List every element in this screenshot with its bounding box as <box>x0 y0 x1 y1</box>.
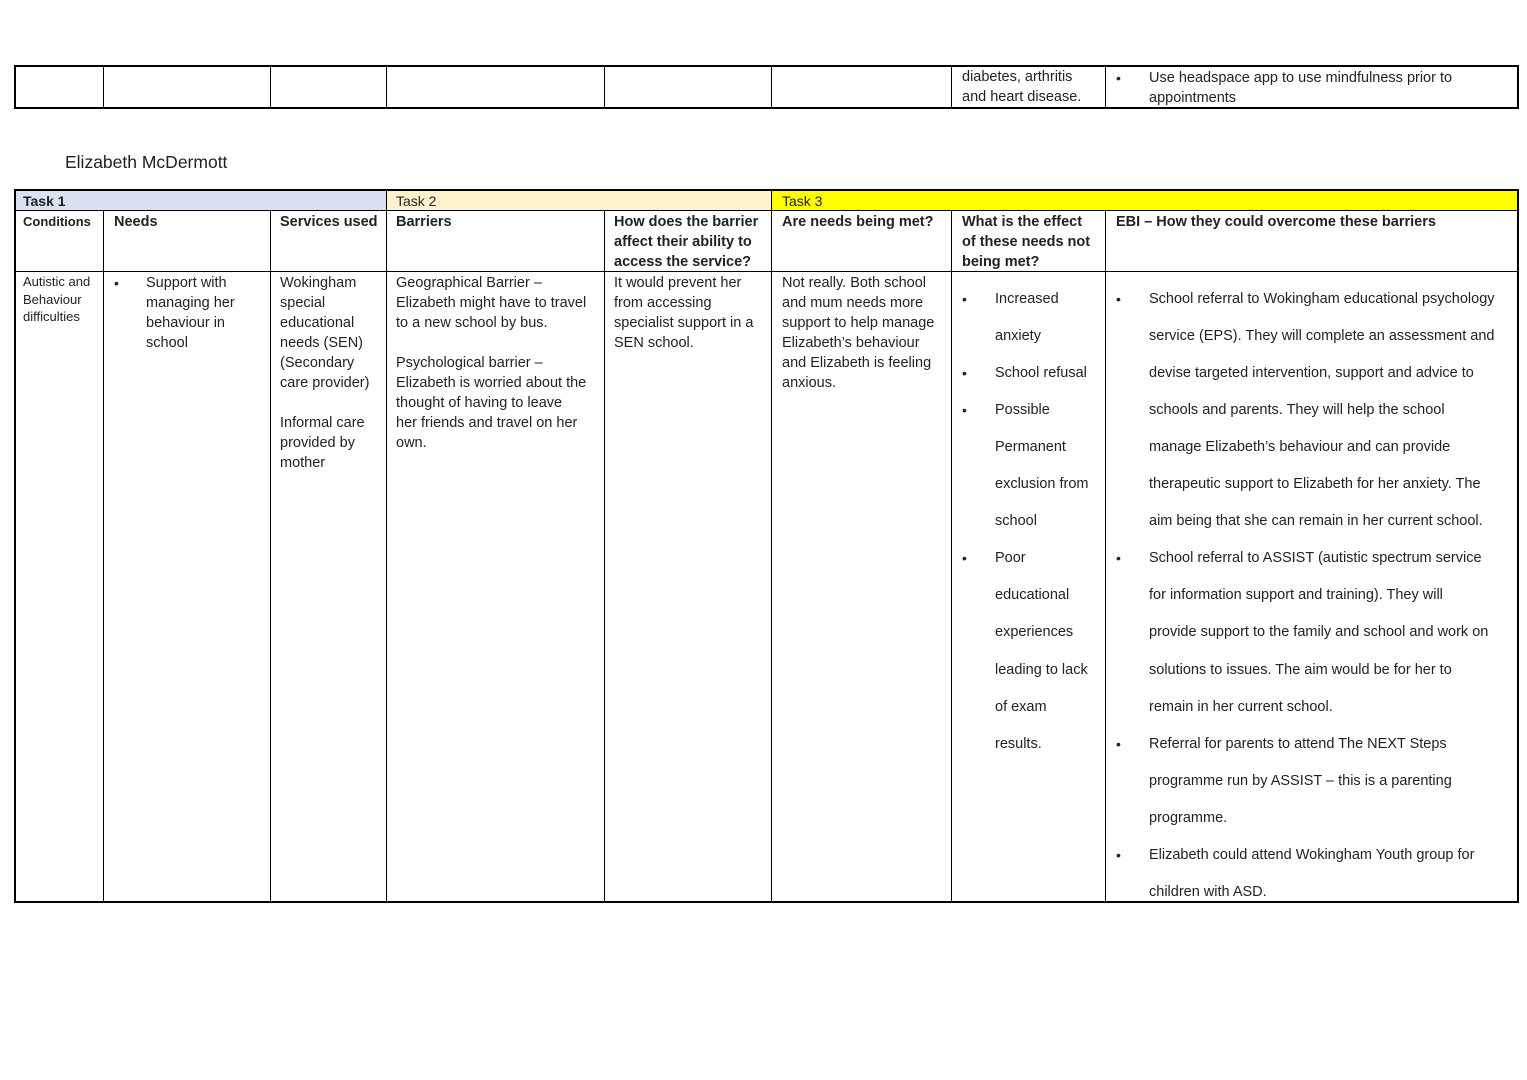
task1-band <box>15 191 386 210</box>
barrier-effect-line: specialist support in a <box>614 315 754 331</box>
bullet-icon: • <box>962 291 967 307</box>
bullet-icon: • <box>962 365 967 382</box>
top-ebi-line-1: Use headspace app to use mindfulness prior to <box>1149 70 1453 86</box>
barriers-line: Elizabeth might have to travel <box>396 295 587 311</box>
barriers-line: Elizabeth is worried about the <box>396 375 587 391</box>
effect-line: experiences <box>995 624 1074 641</box>
bullet-icon: • <box>1116 550 1121 567</box>
services-line: provided by <box>280 435 355 451</box>
services-line: Informal care <box>280 415 365 431</box>
needs-line: school <box>146 335 188 351</box>
ebi-line: Referral for parents to attend The NEXT Steps <box>1149 735 1447 752</box>
header-barrier-effect-2: affect their ability to <box>614 234 752 250</box>
ebi-line: service (EPS). They will complete an assessment and <box>1149 328 1495 345</box>
bullet-icon: • <box>114 275 119 291</box>
effect-line: School refusal <box>995 365 1087 382</box>
ebi-line: devise targeted intervention, support and advice to <box>1149 365 1474 382</box>
effect-line: Possible <box>995 402 1050 419</box>
bullet-icon: • <box>962 402 967 419</box>
barrier-effect-line: from accessing <box>614 295 712 311</box>
effect-line: school <box>995 513 1037 530</box>
header-effect-not-met-1: What is the effect <box>962 214 1083 230</box>
ebi-line: programme. <box>1149 809 1228 826</box>
ebi-line: provide support to the family and school and work on <box>1149 624 1489 641</box>
bullet-icon: • <box>962 550 967 567</box>
services-line: care provider) <box>280 375 370 391</box>
effect-line: Poor <box>995 550 1026 567</box>
task3-band <box>772 191 1518 210</box>
conditions-line: difficulties <box>23 309 80 324</box>
services-line: Wokingham <box>280 275 357 291</box>
needs-met-line: anxious. <box>782 375 837 391</box>
barriers-line: own. <box>396 435 427 451</box>
effect-line: leading to lack <box>995 661 1088 678</box>
task1-label: Task 1 <box>23 193 66 209</box>
bullet-icon: • <box>1116 291 1121 307</box>
header-ebi: EBI – How they could overcome these barriers <box>1116 214 1436 230</box>
barriers-line: thought of having to leave <box>396 395 563 411</box>
services-line: needs (SEN) <box>280 335 364 351</box>
ebi-line: Elizabeth could attend Wokingham Youth group for <box>1149 846 1475 863</box>
ebi-line: solutions to issues. The aim would be for her to <box>1149 661 1452 678</box>
services-line: (Secondary <box>280 355 355 371</box>
header-barriers: Barriers <box>396 214 452 230</box>
ebi-line: manage Elizabeth’s behaviour and can provide <box>1149 439 1451 456</box>
barriers-line: Psychological barrier – <box>396 355 543 371</box>
conditions-line: Behaviour <box>23 291 82 307</box>
header-effect-not-met-3: being met? <box>962 254 1040 270</box>
needs-met-line: support to help manage <box>782 315 935 331</box>
effect-line: anxiety <box>995 328 1041 345</box>
services-line: special <box>280 295 326 311</box>
services-line: educational <box>280 315 355 331</box>
barriers-line: to a new school by bus. <box>396 315 548 331</box>
effect-line: Permanent <box>995 439 1066 456</box>
task2-band <box>387 191 771 210</box>
header-needs: Needs <box>114 214 158 230</box>
ebi-line: remain in her current school. <box>1149 698 1333 715</box>
ebi-line: therapeutic support to Elizabeth for her anxiety. The <box>1149 476 1481 493</box>
needs-met-line: Not really. Both school <box>782 275 926 291</box>
effect-line: Increased <box>995 291 1059 307</box>
person-name-heading: Elizabeth McDermott <box>65 152 228 172</box>
needs-met-line: and mum needs more <box>782 295 924 311</box>
header-barrier-effect-3: access the service? <box>614 254 752 270</box>
ebi-line: School referral to ASSIST (autistic spectrum service <box>1149 550 1482 567</box>
top-impacts-line-1: diabetes, arthritis <box>962 69 1073 85</box>
bullet-icon: • <box>1116 70 1121 86</box>
bullet-icon: • <box>1116 735 1121 752</box>
header-barrier-effect-1: How does the barrier <box>614 214 759 230</box>
header-services: Services used <box>280 214 378 230</box>
barrier-effect-line: It would prevent her <box>614 275 742 291</box>
ebi-line: for information support and training). They will <box>1149 587 1443 604</box>
ebi-line: aim being that she can remain in her current school. <box>1149 513 1483 530</box>
effect-line: exclusion from <box>995 476 1089 493</box>
ebi-line: programme run by ASSIST – this is a parenting <box>1149 772 1452 789</box>
needs-line: Support with <box>146 275 227 291</box>
barriers-line: Geographical Barrier – <box>396 275 542 291</box>
task3-label: Task 3 <box>782 193 823 209</box>
needs-line: behaviour in <box>146 315 225 331</box>
barrier-effect-line: SEN school. <box>614 335 694 351</box>
effect-line: educational <box>995 587 1070 604</box>
services-line: mother <box>280 455 326 471</box>
needs-met-line: and Elizabeth is feeling <box>782 355 932 371</box>
header-needs-met: Are needs being met? <box>782 214 934 230</box>
conditions-line: Autistic and <box>23 274 91 289</box>
ebi-line: children with ASD. <box>1149 883 1267 900</box>
top-impacts-line-2: and heart disease. <box>962 89 1082 105</box>
header-effect-not-met-2: of these needs not <box>962 234 1091 250</box>
barriers-line: her friends and travel on her <box>396 415 578 431</box>
top-ebi-line-2: appointments <box>1149 90 1237 106</box>
ebi-line: School referral to Wokingham educational psychology <box>1149 291 1495 307</box>
ebi-line: schools and parents. They will help the school <box>1149 402 1445 419</box>
needs-line: managing her <box>146 295 235 311</box>
effect-line: of exam <box>995 698 1047 715</box>
task2-label: Task 2 <box>396 193 437 209</box>
needs-met-line: Elizabeth’s behaviour <box>782 335 920 351</box>
bullet-icon: • <box>1116 846 1121 863</box>
header-conditions: Conditions <box>23 214 91 229</box>
effect-line: results. <box>995 735 1042 752</box>
